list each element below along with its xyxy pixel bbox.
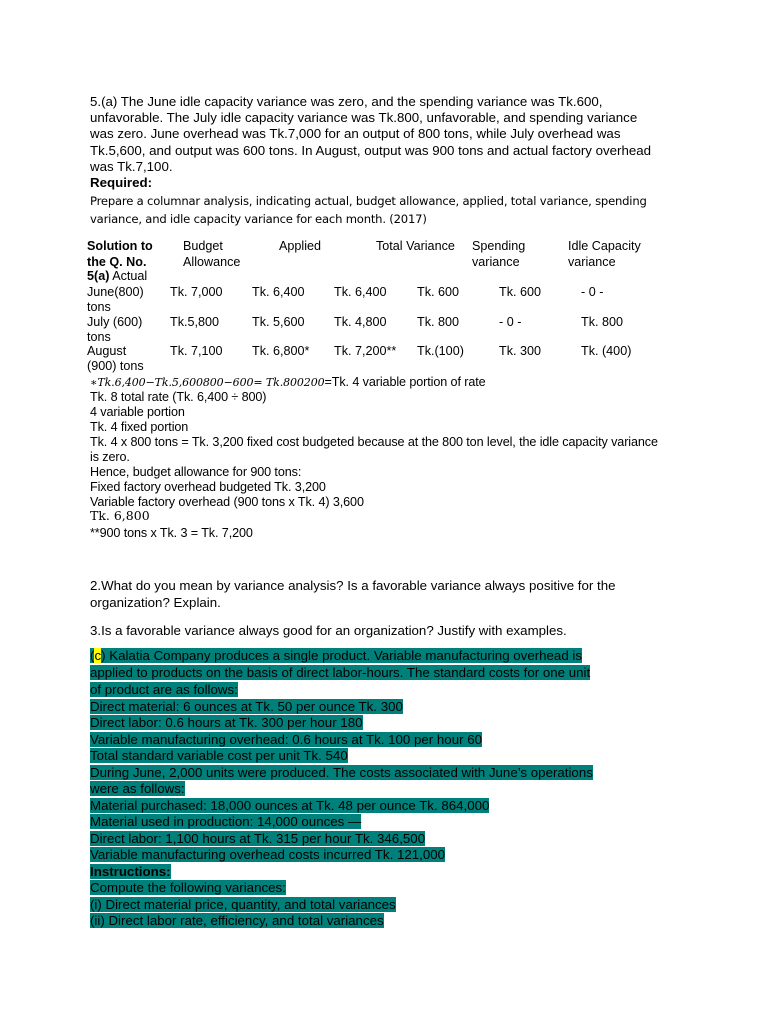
row-label: August (900) tons bbox=[87, 344, 144, 373]
subheader-actual: 5(a) Actual bbox=[87, 269, 148, 283]
q5-line: was Tk.7,100. bbox=[90, 159, 173, 174]
cell-total: Tk.(100) bbox=[417, 344, 464, 358]
cell-total: Tk. 800 bbox=[417, 315, 459, 329]
qc-instructions-label: Instructions: bbox=[90, 864, 171, 879]
qc-line: Direct material: 6 ounces at Tk. 50 per ounce Tk. 300 bbox=[90, 699, 403, 714]
cell-spending: - 0 - bbox=[499, 315, 522, 329]
cell-applied: Tk. 4,800 bbox=[334, 315, 387, 329]
row-label: July (600) tons bbox=[87, 315, 143, 344]
cell-idle: Tk. (400) bbox=[581, 344, 632, 358]
cell-actual: Tk. 7,000 bbox=[170, 285, 223, 299]
qc-line: (i) Direct material price, quantity, and total variances bbox=[90, 897, 396, 912]
question-3-text: 3.Is a favorable variance always good for an organization? Justify with examples. bbox=[90, 623, 567, 638]
qc-line: Direct labor: 0.6 hours at Tk. 300 per hour 180 bbox=[90, 715, 363, 730]
qc-line: Compute the following variances: bbox=[90, 880, 286, 895]
note-line: Variable factory overhead (900 tons x Tk. 4) 3,600 bbox=[90, 495, 364, 509]
note-line: Hence, budget allowance for 900 tons: bbox=[90, 465, 302, 479]
qc-line: applied to products on the basis of direct labor-hours. The standard costs for one unit bbox=[90, 665, 591, 680]
cell-applied: Tk. 6,400 bbox=[334, 285, 387, 299]
header-applied: Applied bbox=[279, 239, 322, 253]
note-line: 4 variable portion bbox=[90, 405, 185, 419]
cell-spending: Tk. 300 bbox=[499, 344, 541, 358]
cell-budget: Tk. 5,600 bbox=[252, 315, 305, 329]
required-line: variance, and idle capacity variance for each month. (2017) bbox=[90, 212, 427, 226]
qc-line: During June, 2,000 units were produced. The costs associated with June’s operations bbox=[90, 765, 593, 780]
q2-line: organization? Explain. bbox=[90, 595, 221, 610]
qc-line: Material purchased: 18,000 ounces at Tk. 48 per ounce Tk. 864,000 bbox=[90, 798, 490, 813]
qc-line: Variable manufacturing overhead: 0.6 hours at Tk. 100 per hour 60 bbox=[90, 732, 483, 747]
cell-budget: Tk. 6,400 bbox=[252, 285, 305, 299]
cell-spending: Tk. 600 bbox=[499, 285, 541, 299]
note-line: is zero. bbox=[90, 450, 130, 464]
q5-line: was zero. June overhead was Tk.7,000 for an output of 800 tons, while July overhead was bbox=[90, 126, 621, 141]
qc-line: were as follows: bbox=[90, 781, 185, 796]
note-line: Fixed factory overhead budgeted Tk. 3,200 bbox=[90, 480, 326, 494]
header-total-variance: Total Variance bbox=[376, 239, 455, 253]
note-total: Tk. 6,800 bbox=[90, 508, 150, 523]
q2-line: 2.What do you mean by variance analysis? Is a favorable variance always positive for the bbox=[90, 578, 616, 593]
qc-line: (c) Kalatia Company produces a single product. Variable manufacturing overhead is bbox=[90, 648, 583, 663]
cell-budget: Tk. 6,800* bbox=[252, 344, 310, 358]
qc-line: Variable manufacturing overhead costs incurred Tk. 121,000 bbox=[90, 847, 446, 862]
qc-line: (ii) Direct labor rate, efficiency, and total variances bbox=[90, 913, 384, 928]
cell-actual: Tk. 7,100 bbox=[170, 344, 223, 358]
cell-idle: - 0 - bbox=[581, 285, 604, 299]
qc-line: Material used in production: 14,000 ounces — bbox=[90, 814, 362, 829]
cell-idle: Tk. 800 bbox=[581, 315, 623, 329]
formula-line: ∗𝑇𝑘.6,400−𝑇𝑘.5,600800−600= 𝑇𝑘.800200=Tk. 4 variable portion of rate bbox=[90, 375, 486, 389]
qc-line: Direct labor: 1,100 hours at Tk. 315 per hour Tk. 346,500 bbox=[90, 831, 426, 846]
note-line: **900 tons x Tk. 3 = Tk. 7,200 bbox=[90, 526, 253, 540]
qc-line: Total standard variable cost per unit Tk. 540 bbox=[90, 748, 348, 763]
note-line: Tk. 8 total rate (Tk. 6,400 ÷ 800) bbox=[90, 390, 267, 404]
cell-applied: Tk. 7,200** bbox=[334, 344, 397, 358]
row-label: June(800) tons bbox=[87, 285, 144, 314]
q5-line: Tk.5,600, and output was 600 tons. In August, output was 900 tons and actual factory overhead bbox=[90, 143, 652, 158]
note-line: Tk. 4 x 800 tons = Tk. 3,200 fixed cost budgeted because at the 800 ton level, the idle capacity variance bbox=[90, 435, 658, 449]
required-label: Required: bbox=[90, 175, 153, 190]
header-budget-allowance: Budget Allowance bbox=[183, 239, 241, 269]
header-solution: Solution to the Q. No. bbox=[87, 239, 153, 269]
q5-line: 5.(a) The June idle capacity variance was zero, and the spending variance was Tk.600, bbox=[90, 94, 603, 109]
note-line: Tk. 4 fixed portion bbox=[90, 420, 189, 434]
header-idle-capacity-variance: Idle Capacity variance bbox=[568, 239, 641, 269]
q5-line: unfavorable. The July idle capacity variance was Tk.800, unfavorable, and spending variance bbox=[90, 110, 638, 125]
header-spending-variance: Spending variance bbox=[472, 239, 526, 269]
qc-line: of product are as follows: bbox=[90, 682, 238, 697]
cell-actual: Tk.5,800 bbox=[170, 315, 220, 329]
required-line: Prepare a columnar analysis, indicating actual, budget allowance, applied, total variance, spending bbox=[90, 194, 647, 208]
cell-total: Tk. 600 bbox=[417, 285, 459, 299]
